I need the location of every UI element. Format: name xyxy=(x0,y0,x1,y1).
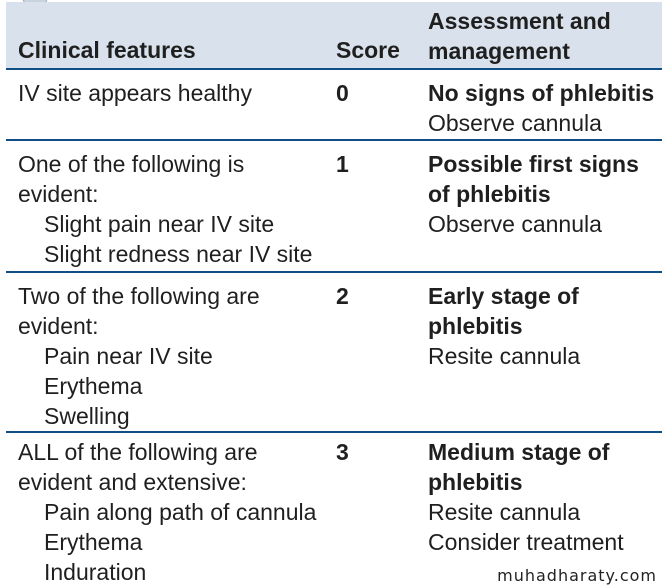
header-assessment-line-1: Assessment and xyxy=(428,8,611,34)
management-line: Observe cannula xyxy=(428,110,602,136)
feature-line: evident: xyxy=(18,313,99,339)
assessment-cell xyxy=(428,437,660,557)
header-assessment xyxy=(428,6,660,66)
assessment-cell xyxy=(428,78,660,138)
score-cell: 2 xyxy=(336,283,349,309)
clinical-features-cell xyxy=(18,281,318,431)
feature-line: IV site appears healthy xyxy=(18,80,252,106)
feature-line: evident: xyxy=(18,181,99,207)
assessment-cell xyxy=(428,149,660,239)
assessment-line: phlebitis xyxy=(428,469,523,495)
table-header-row xyxy=(6,2,662,70)
feature-line: ALL of the following are xyxy=(18,439,258,465)
score-cell: 0 xyxy=(336,80,349,106)
table-row xyxy=(6,141,662,273)
management-line: Consider treatment xyxy=(428,529,624,555)
score-cell: 3 xyxy=(336,439,349,465)
feature-line: Two of the following are xyxy=(18,283,260,309)
feature-line: Pain near IV site xyxy=(44,343,213,369)
clinical-features-cell xyxy=(18,149,318,269)
feature-line: Induration xyxy=(44,559,147,585)
feature-line: Swelling xyxy=(44,403,130,429)
table-row xyxy=(6,70,662,141)
score-cell: 1 xyxy=(336,151,349,177)
feature-line: Pain along path of cannula xyxy=(44,499,317,525)
management-line: Resite cannula xyxy=(428,499,581,525)
phlebitis-score-table xyxy=(6,2,662,588)
assessment-line: No signs of phlebitis xyxy=(428,80,655,106)
assessment-line: Possible first signs xyxy=(428,151,639,177)
assessment-line: Medium stage of xyxy=(428,439,610,465)
clinical-features-cell xyxy=(18,78,318,108)
header-clinical-features: Clinical features xyxy=(18,37,196,63)
assessment-line: phlebitis xyxy=(428,313,523,339)
table-row xyxy=(6,433,662,588)
assessment-cell xyxy=(428,281,660,371)
header-score: Score xyxy=(336,37,400,63)
header-assessment-line-2: management xyxy=(428,38,570,64)
watermark: muhadharaty.com xyxy=(497,566,657,585)
feature-line: Erythema xyxy=(44,529,143,555)
clinical-features-cell xyxy=(18,437,318,587)
feature-line: Slight redness near IV site xyxy=(44,241,313,267)
feature-line: evident and extensive: xyxy=(18,469,247,495)
feature-line: One of the following is xyxy=(18,151,245,177)
management-line: Observe cannula xyxy=(428,211,602,237)
table-row xyxy=(6,273,662,433)
assessment-line: Early stage of xyxy=(428,283,579,309)
feature-line: Slight pain near IV site xyxy=(44,211,275,237)
management-line: Resite cannula xyxy=(428,343,581,369)
assessment-line: of phlebitis xyxy=(428,181,551,207)
feature-line: Erythema xyxy=(44,373,143,399)
